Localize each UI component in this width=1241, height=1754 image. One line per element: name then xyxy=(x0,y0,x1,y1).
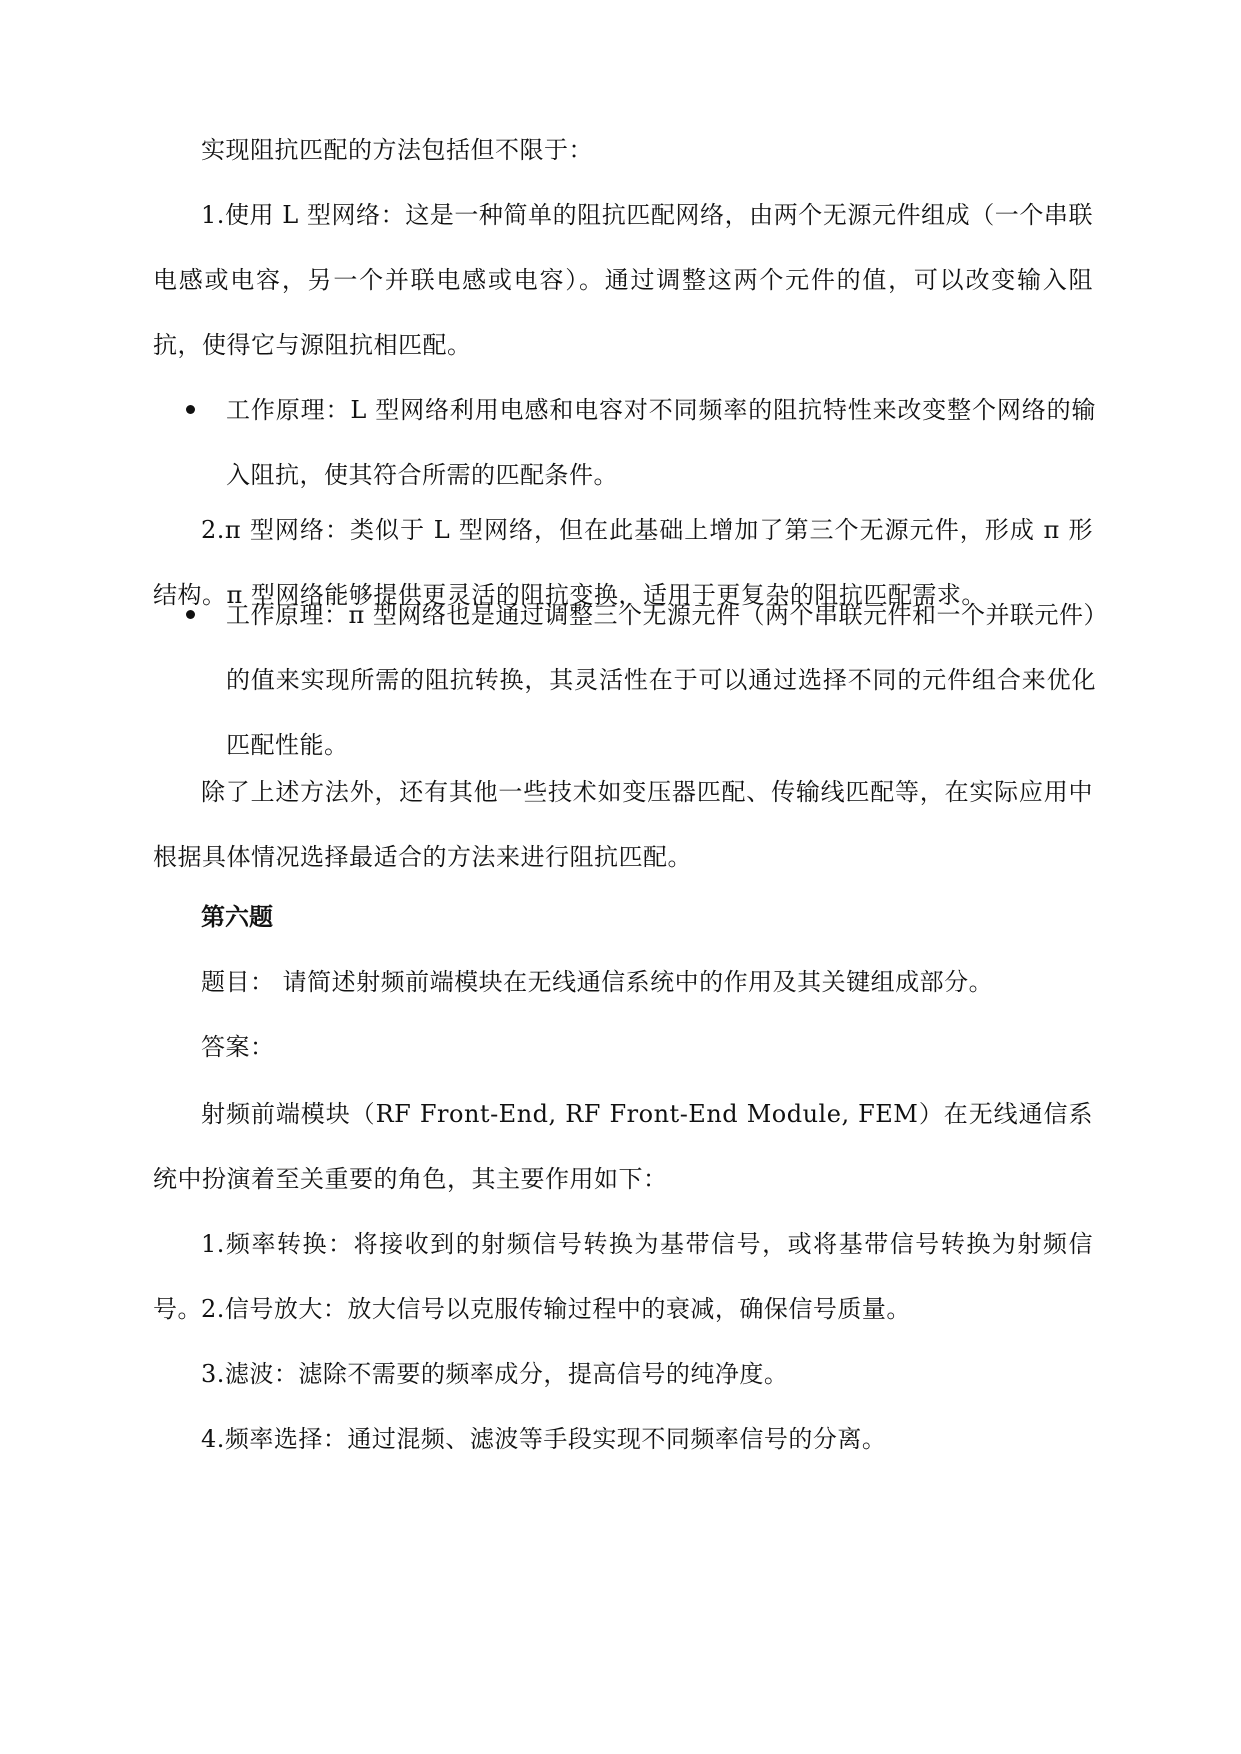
question-paragraph: 题目： 请简述射频前端模块在无线通信系统中的作用及其关键组成部分。 xyxy=(201,968,994,996)
answer-label: 答案： xyxy=(201,1033,275,1061)
bullet-item-l-network-principle xyxy=(186,378,1096,508)
bullet-item-pi-network-principle xyxy=(186,583,1096,778)
bullet-dot-icon xyxy=(186,610,195,619)
intro-paragraph: 实现阻抗匹配的方法包括但不限于： xyxy=(201,136,593,164)
fem-intro-paragraph: 射频前端模块（RF Front-End, RF Front-End Module, FEM）在无线通信系统中扮演着至关重要的角色，其主要作用如下： xyxy=(153,1100,1093,1193)
list-item-frequency-selection: 4.频率选择：通过混频、滤波等手段实现不同频率信号的分离。 xyxy=(201,1425,887,1453)
bullet-text: 工作原理：L 型网络利用电感和电容对不同频率的阻抗特性来改变整个网络的输入阻抗，使其符合所需的匹配条件。 xyxy=(226,396,1096,489)
bullet-dot-icon xyxy=(186,405,195,414)
l-network-paragraph: 1.使用 L 型网络：这是一种简单的阻抗匹配网络，由两个无源元件组成（一个串联电感或电容，另一个并联电感或电容）。通过调整这两个元件的值，可以改变输入阻抗，使得它与源阻抗相匹配。 xyxy=(153,201,1093,359)
list-item-filtering: 3.滤波：滤除不需要的频率成分，提高信号的纯净度。 xyxy=(201,1360,789,1388)
bullet-text: 工作原理：π 型网络也是通过调整三个无源元件（两个串联元件和一个并联元件）的值来实现所需的阻抗转换，其灵活性在于可以通过选择不同的元件组合来优化匹配性能。 xyxy=(226,601,1096,759)
pi-network-paragraph: 2.π 型网络：类似于 L 型网络，但在此基础上增加了第三个无源元件，形成 π 形结构。π 型网络能够提供更灵活的阻抗变换，适用于更复杂的阻抗匹配需求。 xyxy=(153,516,1093,609)
section-heading: 第六题 xyxy=(201,903,273,931)
list-item-frequency-conversion: 1.频率转换：将接收到的射频信号转换为基带信号，或将基带信号转换为射频信号。 xyxy=(153,1230,1093,1323)
list-item-signal-amplification: 2.信号放大：放大信号以克服传输过程中的衰减，确保信号质量。 xyxy=(201,1295,911,1323)
other-methods-paragraph: 除了上述方法外，还有其他一些技术如变压器匹配、传输线匹配等，在实际应用中根据具体情况选择最适合的方法来进行阻抗匹配。 xyxy=(153,778,1093,871)
